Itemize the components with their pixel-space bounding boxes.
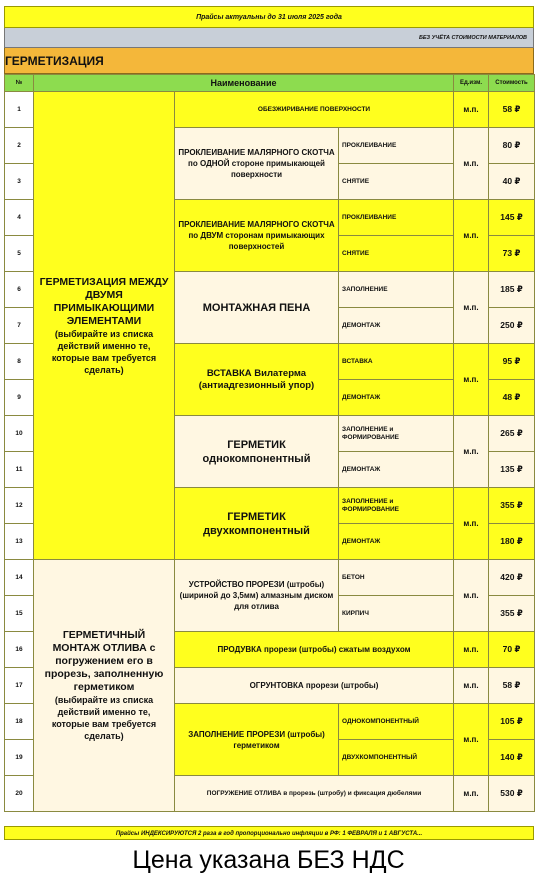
price-table <box>4 74 535 812</box>
row-number: 17 <box>5 668 34 704</box>
row-number: 15 <box>5 596 34 632</box>
row-number: 3 <box>5 164 34 200</box>
service-tape-one-side: ПРОКЛЕИВАНИЕ МАЛЯРНОГО СКОТЧА по ОДНОЙ стороне примыкающей поверхности <box>175 128 339 200</box>
unit: м.п. <box>454 488 489 560</box>
materials-note: БЕЗ УЧЁТА СТОИМОСТИ МАТЕРИАЛОВ <box>4 28 534 48</box>
unit: м.п. <box>454 128 489 200</box>
row-number: 4 <box>5 200 34 236</box>
price: 530 ₽ <box>489 776 535 812</box>
col-num: № <box>5 75 34 92</box>
validity-note: Прайсы актуальны до 31 июля 2025 года <box>4 6 534 28</box>
unit: м.п. <box>454 344 489 416</box>
price: 73 ₽ <box>489 236 535 272</box>
price: 265 ₽ <box>489 416 535 452</box>
row-number: 7 <box>5 308 34 344</box>
service-degreasing: ОБЕЗЖИРИВАНИЕ ПОВЕРХНОСТИ <box>175 92 454 128</box>
service-mounting-foam: МОНТАЖНАЯ ПЕНА <box>175 272 339 344</box>
row-number: 20 <box>5 776 34 812</box>
sub-item: БЕТОН <box>339 560 454 596</box>
col-price: Стоимость <box>489 75 535 92</box>
table-row <box>5 92 535 128</box>
sub-item: СНЯТИЕ <box>339 164 454 200</box>
price: 355 ₽ <box>489 488 535 524</box>
group-note: (выбирайте из списка действий именно те, которые вам требуется сделать) <box>51 695 157 741</box>
sub-item: ДЕМОНТАЖ <box>339 380 454 416</box>
row-number: 19 <box>5 740 34 776</box>
price: 145 ₽ <box>489 200 535 236</box>
row-number: 9 <box>5 380 34 416</box>
row-number: 2 <box>5 128 34 164</box>
price: 420 ₽ <box>489 560 535 596</box>
row-number: 13 <box>5 524 34 560</box>
price: 185 ₽ <box>489 272 535 308</box>
service-drip-immersion: ПОГРУЖЕНИЕ ОТЛИВА в прорезь (штробу) и фиксация дюбелями <box>175 776 454 812</box>
table-row <box>5 560 535 596</box>
table-header <box>5 75 535 92</box>
unit: м.п. <box>454 668 489 704</box>
unit: м.п. <box>454 776 489 812</box>
sub-item: ДЕМОНТАЖ <box>339 452 454 488</box>
service-tape-two-sides: ПРОКЛЕИВАНИЕ МАЛЯРНОГО СКОТЧА по ДВУМ сторонам примыкающих поверхностей <box>175 200 339 272</box>
price: 135 ₽ <box>489 452 535 488</box>
group-title: ГЕРМЕТИЗАЦИЯ МЕЖДУ ДВУМЯ ПРИМЫКАЮЩИМИ ЭЛЕМЕНТАМИ <box>39 275 169 327</box>
section-title: ГЕРМЕТИЗАЦИЯ <box>4 48 534 74</box>
indexing-note: Прайсы ИНДЕКСИРУЮТСЯ 2 раза в год пропорционально инфляции в РФ: 1 ФЕВРАЛЯ и 1 АВГУСТА... <box>4 826 534 840</box>
sub-item: КИРПИЧ <box>339 596 454 632</box>
row-number: 10 <box>5 416 34 452</box>
service-groove-filling: ЗАПОЛНЕНИЕ ПРОРЕЗИ (штробы) герметиком <box>175 704 339 776</box>
unit: м.п. <box>454 704 489 776</box>
unit: м.п. <box>454 560 489 632</box>
service-groove-priming: ОГРУНТОВКА прорези (штробы) <box>175 668 454 704</box>
sub-item: СНЯТИЕ <box>339 236 454 272</box>
price: 80 ₽ <box>489 128 535 164</box>
group-drip-mounting <box>34 560 175 812</box>
price: 40 ₽ <box>489 164 535 200</box>
vat-caption: Цена указана БЕЗ НДС <box>132 846 405 874</box>
sub-item: ПРОКЛЕИВАНИЕ <box>339 200 454 236</box>
service-groove-blowing: ПРОДУВКА прорези (штробы) сжатым воздухом <box>175 632 454 668</box>
unit: м.п. <box>454 200 489 272</box>
group-sealing-between-elements <box>34 92 175 560</box>
price: 58 ₽ <box>489 668 535 704</box>
price: 250 ₽ <box>489 308 535 344</box>
service-one-component-sealant: ГЕРМЕТИК однокомпонентный <box>175 416 339 488</box>
row-number: 11 <box>5 452 34 488</box>
price: 48 ₽ <box>489 380 535 416</box>
group-title: ГЕРМЕТИЧНЫЙ МОНТАЖ ОТЛИВА с погружением его в прорезь, заполненную герметиком <box>44 629 164 693</box>
row-number: 5 <box>5 236 34 272</box>
sub-item: ЗАПОЛНЕНИЕ и ФОРМИРОВАНИЕ <box>339 416 454 452</box>
sub-item: ЗАПОЛНЕНИЕ и ФОРМИРОВАНИЕ <box>339 488 454 524</box>
price: 355 ₽ <box>489 596 535 632</box>
price: 58 ₽ <box>489 92 535 128</box>
unit: м.п. <box>454 272 489 344</box>
sub-item: ДЕМОНТАЖ <box>339 308 454 344</box>
row-number: 18 <box>5 704 34 740</box>
service-groove-cutting: УСТРОЙСТВО ПРОРЕЗИ (штробы) (шириной до 3,5мм) алмазным диском для отлива <box>175 560 339 632</box>
unit: м.п. <box>454 92 489 128</box>
sub-item: ОДНОКОМПОНЕНТНЫЙ <box>339 704 454 740</box>
price: 70 ₽ <box>489 632 535 668</box>
unit: м.п. <box>454 632 489 668</box>
col-unit: Ед.изм. <box>454 75 489 92</box>
sub-item: ДЕМОНТАЖ <box>339 524 454 560</box>
sub-item: ПРОКЛЕИВАНИЕ <box>339 128 454 164</box>
price: 180 ₽ <box>489 524 535 560</box>
service-two-component-sealant: ГЕРМЕТИК двухкомпонентный <box>175 488 339 560</box>
row-number: 8 <box>5 344 34 380</box>
sub-item: ДВУХКОМПОНЕНТНЫЙ <box>339 740 454 776</box>
service-vilaterm-insert: ВСТАВКА Вилатерма (антиадгезионный упор) <box>175 344 339 416</box>
group-note: (выбирайте из списка действий именно те, которые вам требуется сделать) <box>51 328 157 375</box>
sub-item: ЗАПОЛНЕНИЕ <box>339 272 454 308</box>
row-number: 6 <box>5 272 34 308</box>
price-list <box>4 6 534 840</box>
price: 140 ₽ <box>489 740 535 776</box>
price: 95 ₽ <box>489 344 535 380</box>
price: 105 ₽ <box>489 704 535 740</box>
row-number: 14 <box>5 560 34 596</box>
row-number: 1 <box>5 92 34 128</box>
unit: м.п. <box>454 416 489 488</box>
sub-item: ВСТАВКА <box>339 344 454 380</box>
col-name: Наименование <box>34 75 454 92</box>
row-number: 12 <box>5 488 34 524</box>
row-number: 16 <box>5 632 34 668</box>
